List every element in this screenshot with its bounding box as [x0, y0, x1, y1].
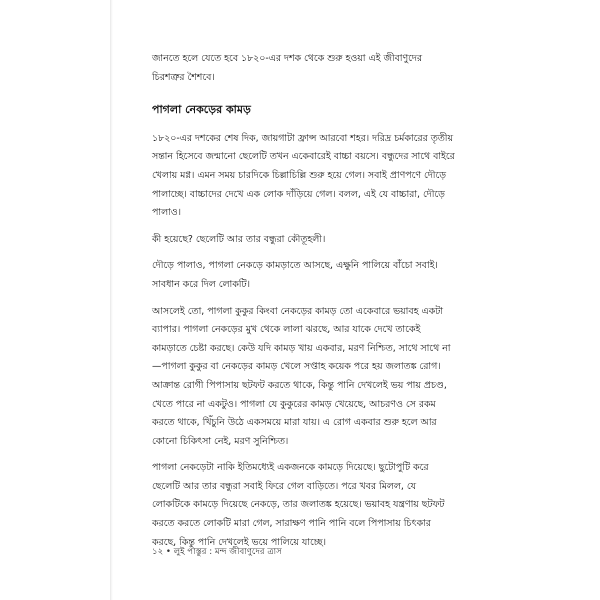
- paragraph-3: দৌড়ে পালাও, পাগলা নেকড়ে কামড়াতে আসছে, এক্ষুনি পালিয়ে বাঁচো সবাই। সাবধান করে দিল লোকটি।: [152, 260, 438, 290]
- paragraph-5: পাগলা নেকড়েটা নাকি ইতিমধ্যেই একজনকে কামড়ে দিয়েছে। ছুটোপুটি করে ছেলেটি আর তার বন্ধুরা সবাই ফিরে গেল বাড়িতে। পরে খবর মিলল, যে লোকটিকে কামড়ে দিয়েছে নেকড়ে, তার জলাতঙ্ক হয়েছে। ভয়াবহ যন্ত্রণায় ছটফট করতে করতে লোকটি মারা গেল, সারাক্ষণ পানি পানি বলে পিপাসায় চিৎকার করছে, কিন্তু পানি দেখলেই ভয়ে পালিয়ে যাচ্ছে।: [152, 462, 445, 548]
- section-heading: পাগলা নেকড়ের কামড়: [152, 103, 251, 117]
- page-footer: ১২ • লুই পাস্তুর : মন্দ জীবাণুদের ত্রাস: [152, 547, 282, 557]
- paragraph-2: কী হয়েছে? ছেলেটি আর তার বন্ধুরা কৌতূহলী।: [152, 233, 326, 245]
- page-spine-shadow: [110, 0, 113, 600]
- paragraph-1: ১৮২০-এর দশকের শেষ দিক, জায়গাটা ফ্রান্স আরবো শহর। দরিদ্র চর্মকারের তৃতীয় সন্তান হিসেবে জন্মানো ছেলেটি তখন একেবারেই বাচ্চা বয়সে। বন্ধুদের সাথে বাইরে খেলায় মগ্ন। এমন সময় চারদিকে চিল্লাচিল্লি শুরু হয়ে গেল। সবাই প্রাণপণে দৌড়ে পালাচ্ছে। বাচ্চাদের দেখে এক লোক দাঁড়িয়ে গেল। বলল, এই যে বাচ্চারা, দৌড়ে পালাও।: [152, 132, 455, 219]
- page-body: [152, 50, 456, 560]
- paragraph-4: আসলেই তো, পাগলা কুকুর কিংবা নেকড়ের কামড় তো একেবারে ভয়াবহ একটা ব্যাপার। পাগলা নেকড়ের মুখ থেকে লালা ঝরছে, আর যাকে দেখে তাকেই কামড়াতে চেষ্টা করছে। কেউ যদি কামড় খায় একবার, মরণ নিশ্চিত, সাথে সাথে না—পাগলা কুকুর বা নেকড়ের কামড় খেলে সপ্তাহ কয়েক পরে হয় জলাতঙ্ক রোগ। আক্রান্ত রোগী পিপাসায় ছটফট করতে থাকে, কিন্তু পানি দেখলেই ভয় পায় প্রচণ্ড, খেতে পারে না একটুও। পাগলা যে কুকুরের কামড় খেয়েছে, আচরণও সে রকম করতে থাকে, খিঁচুনি উঠে একসময়ে মারা যায়। এ রোগ একবার শুরু হলে আর কোনো চিকিৎসা নেই, মরণ সুনিশ্চিত।: [152, 305, 451, 447]
- intro-paragraph: জানতে হলে যেতে হবে ১৮২০-এর দশক থেকে শুরু হওয়া এই জীবাণুদের চিরশত্রুর শৈশবে।: [152, 53, 423, 83]
